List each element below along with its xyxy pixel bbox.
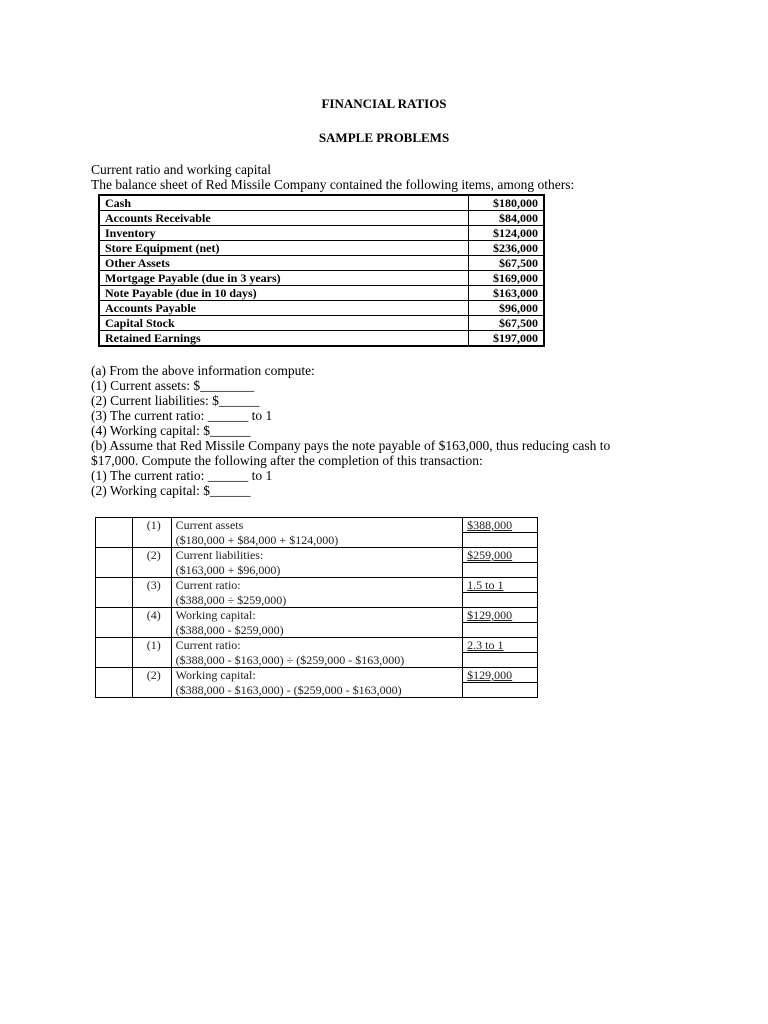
table-row [99, 226, 544, 241]
solution-label: Current ratio: [171, 638, 462, 653]
solution-label: Current ratio: [171, 578, 462, 593]
item-label: Inventory [99, 226, 469, 241]
solution-answer: $259,000 [463, 548, 538, 563]
item-label: Accounts Payable [99, 301, 469, 316]
solution-number: (2) [132, 548, 171, 563]
table-row [99, 195, 544, 211]
document-title: FINANCIAL RATIOS [321, 96, 447, 111]
solution-formula: ($163,000 + $96,000) [171, 563, 462, 578]
item-amount: $197,000 [469, 331, 545, 347]
solution-number: (1) [132, 638, 171, 653]
item-label: Other Assets [99, 256, 469, 271]
table-row [96, 638, 538, 653]
item-label: Cash [99, 195, 469, 211]
table-row [99, 301, 544, 316]
solution-formula: ($388,000 ÷ $259,000) [171, 593, 462, 608]
document-subtitle: SAMPLE PROBLEMS [318, 130, 450, 145]
table-row [96, 608, 538, 623]
solution-answer: 2.3 to 1 [463, 638, 538, 653]
item-amount: $169,000 [469, 271, 545, 286]
intro-text: The balance sheet of Red Missile Company contained the following items, among others: [91, 177, 575, 192]
item-amount: $236,000 [469, 241, 545, 256]
item-amount: $180,000 [469, 195, 545, 211]
solution-answer: $388,000 [463, 518, 538, 533]
item-label: Mortgage Payable (due in 3 years) [99, 271, 469, 286]
item-amount: $163,000 [469, 286, 545, 301]
item-label: Capital Stock [99, 316, 469, 331]
table-row [96, 518, 538, 533]
table-row [96, 668, 538, 683]
question-part-b: (b) Assume that Red Missile Company pays the note payable of $163,000, thus reducing cash to [91, 438, 611, 453]
solution-number: (2) [132, 668, 171, 683]
table-row [96, 653, 538, 668]
question-a2: (2) Current liabilities: $______ [91, 393, 260, 408]
question-a1: (1) Current assets: $________ [91, 378, 255, 393]
solution-formula: ($388,000 - $163,000) - ($259,000 - $163,000) [171, 683, 462, 698]
solution-formula: ($388,000 - $259,000) [171, 623, 462, 638]
item-label: Retained Earnings [99, 331, 469, 347]
item-label: Store Equipment (net) [99, 241, 469, 256]
item-label: Accounts Receivable [99, 211, 469, 226]
table-row [99, 211, 544, 226]
table-row [96, 623, 538, 638]
table-row [99, 286, 544, 301]
solutions-table [95, 517, 538, 698]
solution-answer: $129,000 [463, 608, 538, 623]
item-amount: $124,000 [469, 226, 545, 241]
balance-sheet-table [98, 194, 545, 347]
question-b1: (1) The current ratio: ______ to 1 [91, 468, 273, 483]
question-part-a: (a) From the above information compute: [91, 363, 315, 378]
section-heading: Current ratio and working capital [91, 162, 271, 177]
item-amount: $67,500 [469, 256, 545, 271]
question-part-b-cont: $17,000. Compute the following after the completion of this transaction: [91, 453, 483, 468]
table-row [99, 241, 544, 256]
item-amount: $67,500 [469, 316, 545, 331]
question-a4: (4) Working capital: $______ [91, 423, 251, 438]
table-row [96, 563, 538, 578]
solution-label: Working capital: [171, 668, 462, 683]
solution-formula: ($180,000 + $84,000 + $124,000) [171, 533, 462, 548]
table-row [96, 683, 538, 698]
item-amount: $96,000 [469, 301, 545, 316]
table-row [99, 271, 544, 286]
solution-label: Current assets [171, 518, 462, 533]
item-amount: $84,000 [469, 211, 545, 226]
table-row [99, 256, 544, 271]
question-a3: (3) The current ratio: ______ to 1 [91, 408, 273, 423]
solution-answer: $129,000 [463, 668, 538, 683]
solution-number: (1) [132, 518, 171, 533]
solution-label: Working capital: [171, 608, 462, 623]
table-row [96, 578, 538, 593]
solution-answer: 1.5 to 1 [463, 578, 538, 593]
question-b2: (2) Working capital: $______ [91, 483, 251, 498]
table-row [96, 533, 538, 548]
table-row [96, 548, 538, 563]
solution-formula: ($388,000 - $163,000) ÷ ($259,000 - $163,000) [171, 653, 462, 668]
solution-label: Current liabilities: [171, 548, 462, 563]
item-label: Note Payable (due in 10 days) [99, 286, 469, 301]
table-row [99, 331, 544, 347]
solution-number: (3) [132, 578, 171, 593]
table-row [99, 316, 544, 331]
solution-number: (4) [132, 608, 171, 623]
table-row [96, 593, 538, 608]
